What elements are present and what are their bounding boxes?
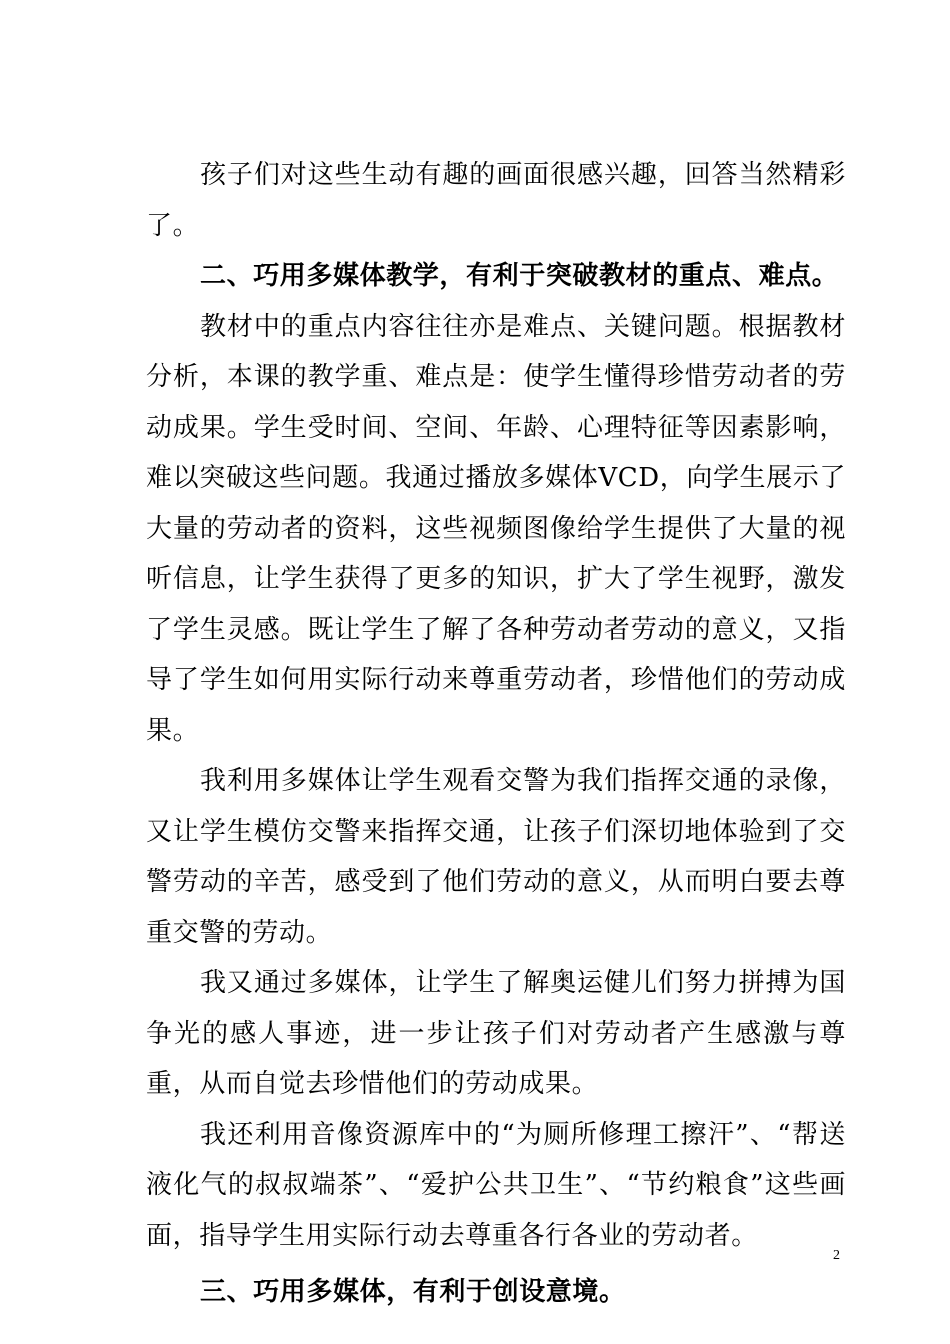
paragraph-key-points: 教材中的重点内容往往亦是难点、关键问题。根据教材分析，本课的教学重、难点是：使学生懂得珍惜劳动者的劳动成果。学生受时间、空间、年龄、心理特征等因素影响，难以突破这些问题。我通过播放多媒体VCD，向学生展示了大量的劳动者的资料，这些视频图像给学生提供了大量的视听信息，让学生获得了更多的知识，扩大了学生视野，激发了学生灵感。既让学生了解了各种劳动者劳动的意义，又指导了学生如何用实际行动来尊重劳动者，珍惜他们的劳动成果。 xyxy=(146,311,846,746)
section-heading-2: 二、巧用多媒体教学，有利于突破教材的重点、难点。 xyxy=(200,261,839,291)
paragraph-olympics: 我又通过多媒体，让学生了解奥运健儿们努力拼搏为国争光的感人事迹，进一步让孩子们对劳动者产生感激与尊重，从而自觉去珍惜他们的劳动成果。 xyxy=(146,968,846,1099)
document-body xyxy=(146,150,846,1318)
page-number: 2 xyxy=(833,1248,840,1263)
section-heading-3: 三、巧用多媒体，有利于创设意境。 xyxy=(200,1277,626,1307)
paragraph-traffic-police: 我利用多媒体让学生观看交警为我们指挥交通的录像，又让学生模仿交警来指挥交通，让孩子们深切地体验到了交警劳动的辛苦，感受到了他们劳动的意义，从而明白要去尊重交警的劳动。 xyxy=(146,766,846,948)
paragraph-media-library: 我还利用音像资源库中的“为厕所修理工擦汗”、“帮送液化气的叔叔端茶”、“爱护公共卫生”、“节约粮食”这些画面，指导学生用实际行动去尊重各行各业的劳动者。 xyxy=(146,1119,846,1251)
paragraph-intro: 孩子们对这些生动有趣的画面很感兴趣，回答当然精彩了。 xyxy=(146,160,846,241)
